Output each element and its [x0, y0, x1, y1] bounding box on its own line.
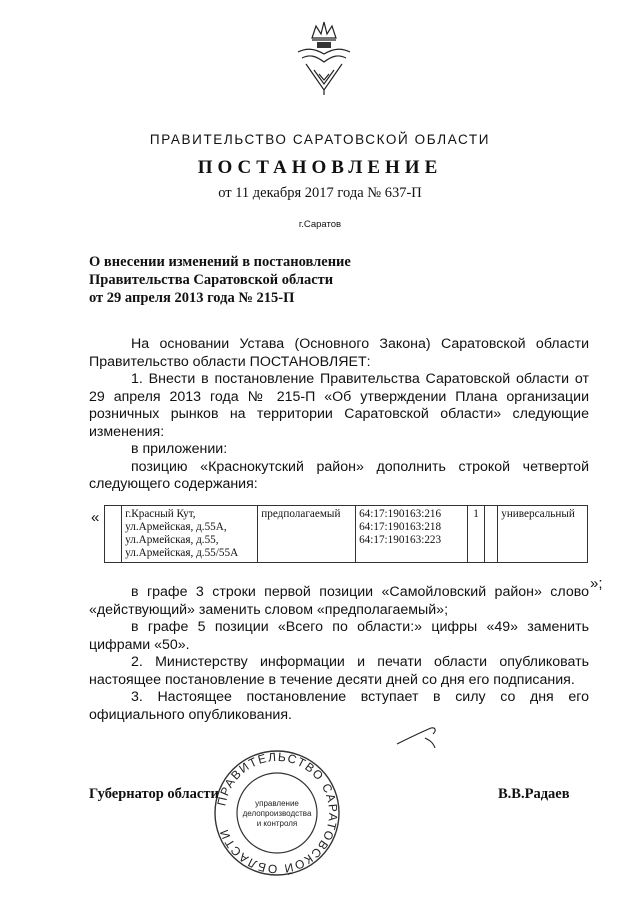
signatory-name: В.В.Радаев: [498, 786, 570, 802]
document-type-title: ПОСТАНОВЛЕНИЕ: [197, 157, 443, 178]
open-quote: «: [91, 509, 100, 526]
address-line: г.Красный Кут,: [125, 508, 196, 520]
cadastral-number: 64:17:190163:216: [359, 508, 442, 520]
table-cell-empty: [485, 506, 498, 563]
subject-line-3: от 29 апреля 2013 года № 215-П: [89, 290, 295, 306]
date-and-number: от 11 декабря 2017 года № 637-П: [218, 185, 422, 201]
close-quote: »;: [590, 575, 603, 592]
body-top: [89, 336, 589, 494]
item-1-paragraph: 1. Внести в постановление Правительства Саратовской области от 29 апреля 2013 года № 215-П «Об утверждении Плана организации розничных рынков на территории Саратовской области» следующие изменения:: [89, 371, 589, 440]
stamp-inner-line-1: управление: [255, 799, 299, 808]
stamp-inner-line-2: делопроизводства: [242, 809, 312, 818]
address-line: ул.Армейская, д.55,: [125, 534, 219, 546]
address-line: ул.Армейская, д.55/55А: [125, 547, 239, 559]
intro-paragraph: На основании Устава (Основного Закона) Саратовской области Правительство области ПОСТАНОВЛЯЕТ:: [89, 336, 589, 370]
item-2-paragraph: 2. Министерству информации и печати области опубликовать настоящее постановление в течение десяти дней со дня его подписания.: [89, 654, 589, 688]
address-line: ул.Армейская, д.55А,: [125, 521, 227, 533]
handwritten-signature: [395, 722, 440, 750]
document-subject: [89, 253, 509, 307]
subject-line-2: Правительства Саратовской области: [89, 272, 334, 288]
city: г.Саратов: [298, 219, 342, 230]
stamp-inner-line-3: и контроля: [256, 819, 298, 828]
stamp-outer-text: ПРАВИТЕЛЬСТВО САРАТОВСКОЙ ОБЛАСТИ: [214, 749, 341, 877]
table-cell-empty: [105, 506, 122, 563]
official-stamp: [212, 748, 342, 878]
cadastral-number: 64:17:190163:223: [359, 534, 442, 546]
table-cell-count: 1: [467, 506, 484, 563]
item-3-paragraph: 3. Настоящее постановление вступает в силу со дня его официального опубликования.: [89, 689, 589, 723]
government-name: ПРАВИТЕЛЬСТВО САРАТОВСКОЙ ОБЛАСТИ: [149, 132, 491, 147]
position-paragraph: позицию «Краснокутский район» дополнить строкой четвертой следующего содержания:: [89, 458, 589, 492]
cadastral-number: 64:17:190163:218: [359, 521, 442, 533]
table-cell-type: универсальный: [498, 506, 588, 563]
in-appendix-line: в приложении:: [131, 441, 228, 457]
coat-of-arms-icon: [292, 18, 356, 96]
table-cell-address: [122, 506, 258, 563]
graph-3-paragraph: в графе 3 строки первой позиции «Самойловский район» слово «действующий» заменить словом «предполагаемый»;: [89, 584, 589, 618]
body-bottom: [89, 584, 589, 724]
subject-line-1: О внесении изменений в постановление: [89, 254, 351, 270]
table-row: [105, 506, 588, 563]
table-cell-cadastral: [356, 506, 468, 563]
table-cell-status: предполагаемый: [258, 506, 356, 563]
inserted-table: [104, 505, 588, 563]
graph-5-paragraph: в графе 5 позиции «Всего по области:» цифры «49» заменить цифрами «50».: [89, 619, 589, 653]
signatory-position: Губернатор области: [89, 786, 219, 802]
